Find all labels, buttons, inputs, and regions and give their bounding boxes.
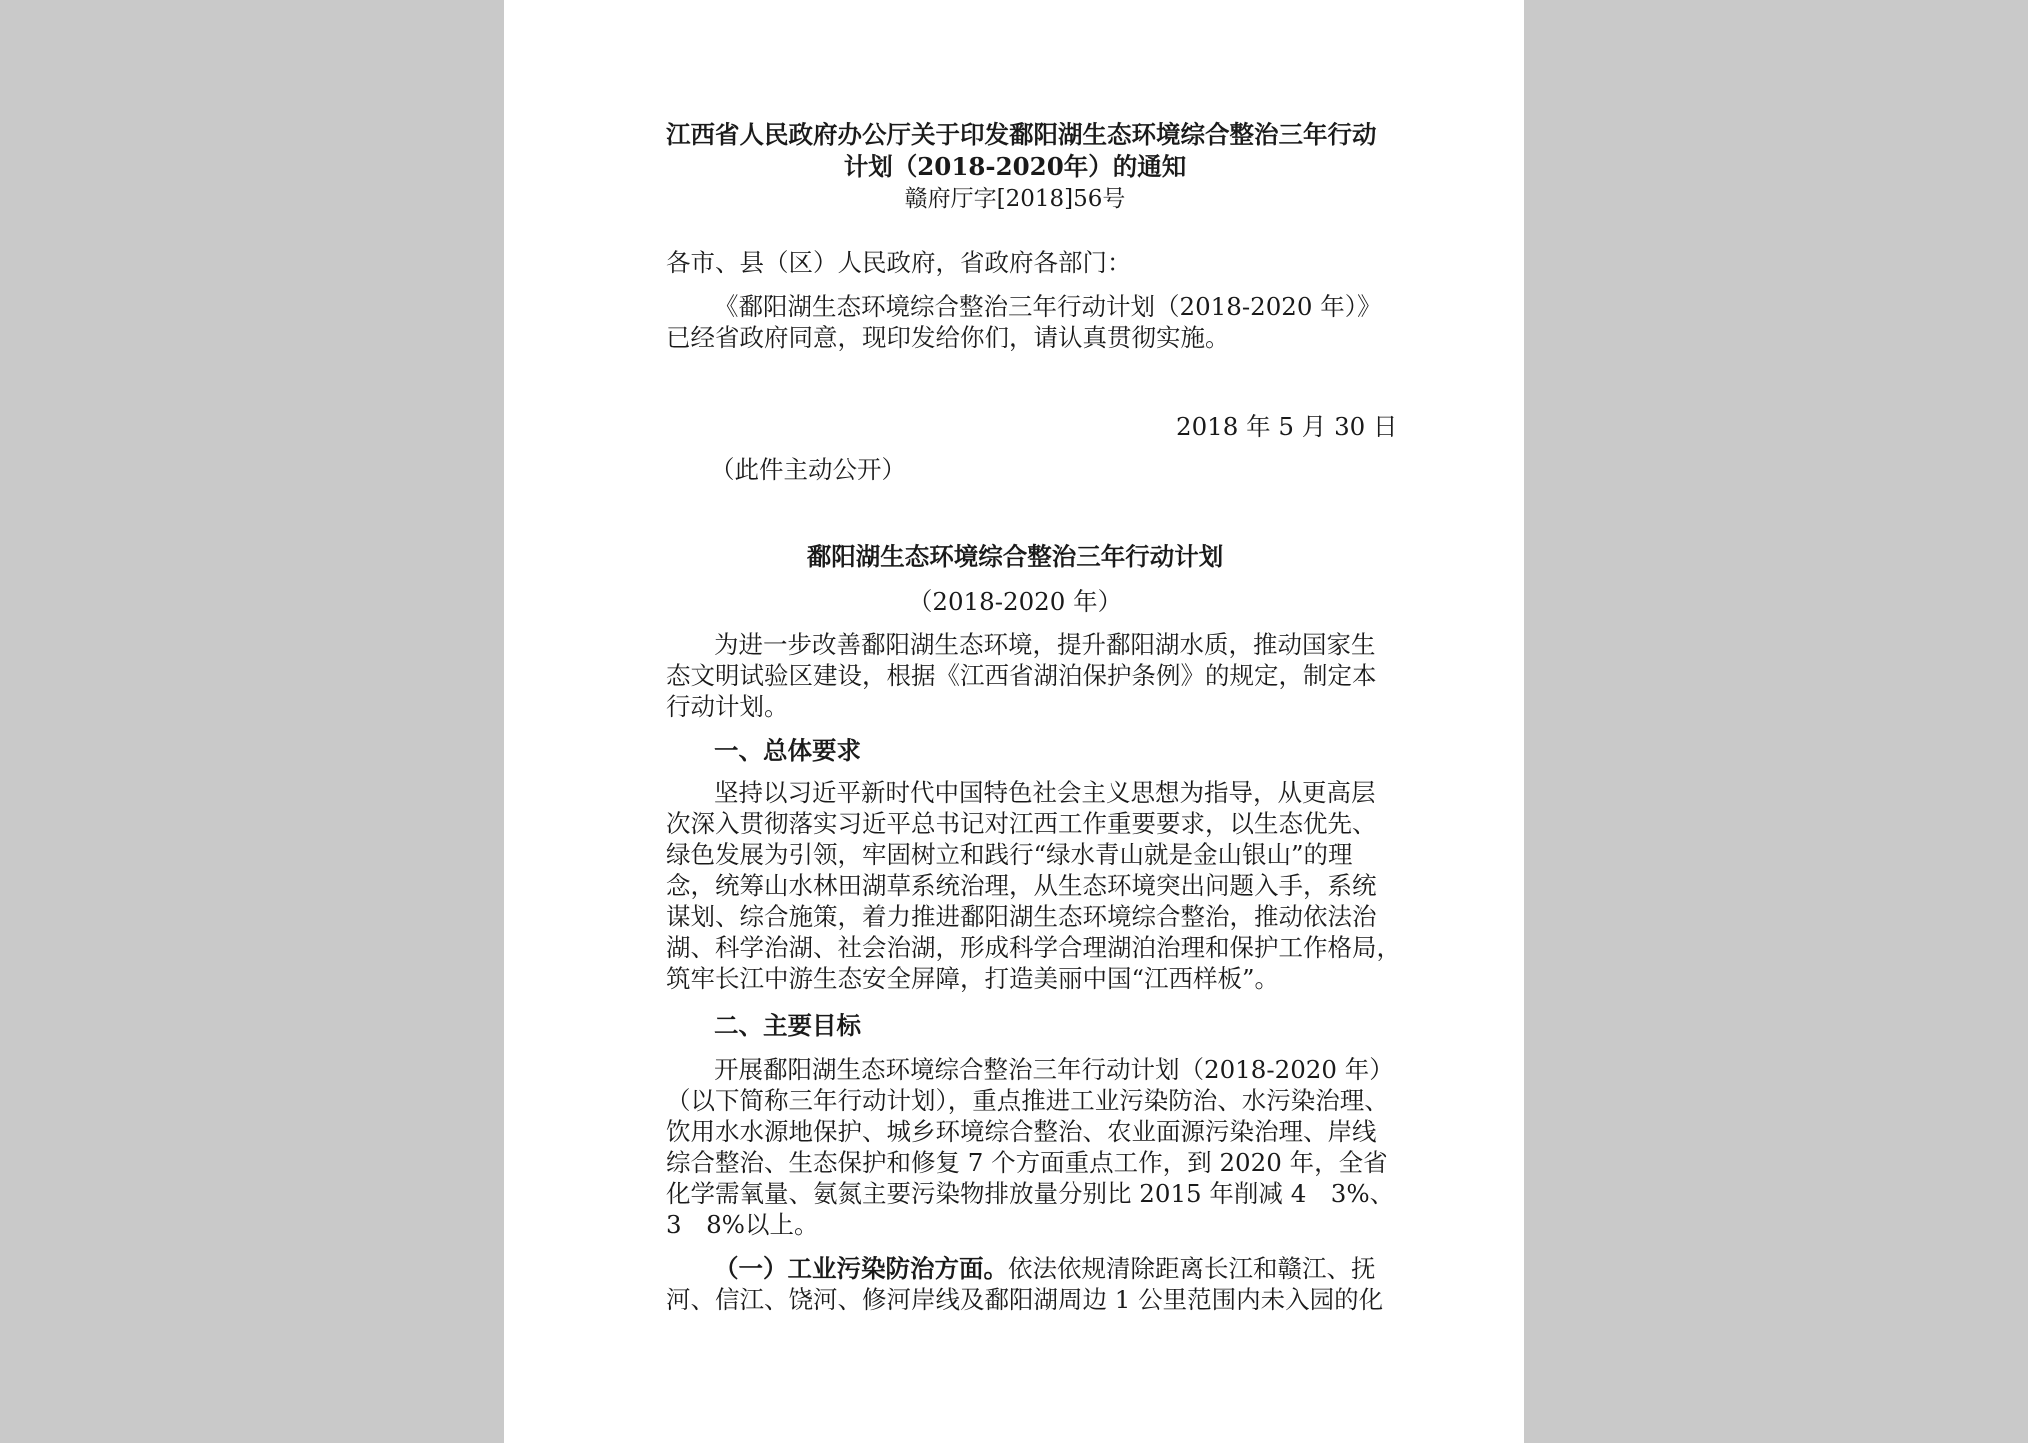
plan-subtitle: （2018-2020 年）	[907, 587, 1123, 616]
section-1-line: 筑牢长江中游生态安全屏障，打造美丽中国“江西样板”。	[666, 964, 1280, 993]
doc-number: 赣府厅字[2018]56号	[904, 186, 1126, 212]
section-1-line: 念，统筹山水林田湖草系统治理，从生态环境突出问题入手，系统	[666, 871, 1377, 900]
intro-line: 行动计划。	[666, 692, 789, 721]
section-2-line: 3 8%以上。	[666, 1210, 819, 1239]
body-line-2: 已经省政府同意，现印发给你们，请认真贯彻实施。	[666, 323, 1230, 352]
subsection-1-text: 依法依规清除距离长江和赣江、抚	[1008, 1254, 1376, 1283]
subsection-1-line: 河、信江、饶河、修河岸线及鄱阳湖周边 1 公里范围内未入园的化	[666, 1285, 1384, 1314]
section-2-line: （以下简称三年行动计划），重点推进工业污染防治、水污染治理、	[666, 1086, 1389, 1115]
section-1-line: 湖、科学治湖、社会治湖，形成科学合理湖泊治理和保护工作格局，	[666, 933, 1401, 962]
plan-title: 鄱阳湖生态环境综合整治三年行动计划	[806, 542, 1224, 571]
notice-title-line2: 计划（2018-2020年）的通知	[843, 152, 1187, 181]
section-2-line: 饮用水水源地保护、城乡环境综合整治、农业面源污染治理、岸线	[666, 1117, 1377, 1146]
section-1-line: 次深入贯彻落实习近平总书记对江西工作重要要求，以生态优先、	[666, 809, 1377, 838]
subsection-1-heading: （一）工业污染防治方面。	[714, 1254, 1008, 1283]
disclosure-note: （此件主动公开）	[710, 455, 906, 484]
body-line-1: 《鄱阳湖生态环境综合整治三年行动计划（2018-2020 年）》	[714, 292, 1382, 321]
intro-line: 态文明试验区建设，根据《江西省湖泊保护条例》的规定，制定本	[666, 661, 1377, 690]
document-page	[504, 0, 1524, 1443]
section-2-line: 开展鄱阳湖生态环境综合整治三年行动计划（2018-2020 年）	[714, 1055, 1394, 1084]
addressee: 各市、县（区）人民政府，省政府各部门：	[666, 248, 1132, 277]
section-1-heading: 一、总体要求	[714, 736, 861, 765]
issue-date: 2018 年 5 月 30 日	[1176, 412, 1398, 441]
intro-line: 为进一步改善鄱阳湖生态环境，提升鄱阳湖水质，推动国家生	[714, 630, 1376, 659]
section-1-line: 谋划、综合施策，着力推进鄱阳湖生态环境综合整治，推动依法治	[666, 902, 1377, 931]
section-2-heading: 二、主要目标	[714, 1011, 861, 1040]
section-2-line: 化学需氧量、氨氮主要污染物排放量分别比 2015 年削减 4 3%、	[666, 1179, 1395, 1208]
subsection-1-line	[714, 1254, 1376, 1284]
section-1-line: 坚持以习近平新时代中国特色社会主义思想为指导，从更高层	[714, 778, 1376, 807]
section-2-line: 综合整治、生态保护和修复 7 个方面重点工作，到 2020 年，全省	[666, 1148, 1388, 1177]
section-1-line: 绿色发展为引领，牢固树立和践行“绿水青山就是金山银山”的理	[666, 840, 1353, 869]
notice-title-line1: 江西省人民政府办公厅关于印发鄱阳湖生态环境综合整治三年行动	[666, 120, 1377, 149]
